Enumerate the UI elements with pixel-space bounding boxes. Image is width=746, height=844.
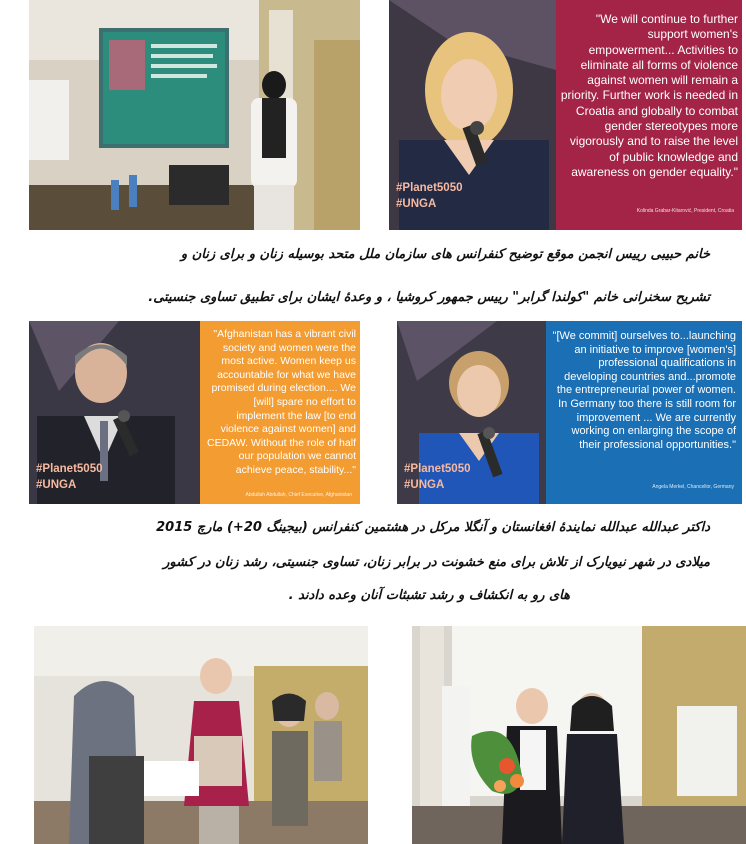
caption-second-line1: داکتر عبدالله عبدالله نمایندهٔ افغانستان و آنگلا مرکل در هشتمین کنفرانس (بیجینگ 20+) مارچ 2015: [156, 520, 710, 535]
caption-first-line1: خانم حبیبی رییس انجمن موقع توضیح کنفرانس های سازمان ملل متحد بوسیله زنان و برای زنان و: [180, 247, 710, 262]
afghanistan-quote: "Afghanistan has a vibrant civil society and women were the most active. Women keep us accountable for what we have promised during election.... We [will] spare no effort to implement the law [to end violence against women] and CEDAW. Without the role of half our population we cannot achieve peace, stability...": [206, 328, 356, 476]
germany-quote-panel: [546, 321, 742, 504]
croatia-attribution: Kolinda Grabar-Kitarović, President, Croatia: [636, 208, 734, 214]
afghanistan-attribution: Abdullah Abdullah, Chief Executive, Afghanistan: [245, 492, 352, 498]
afghanistan-tag-planet: #Planet5050: [36, 463, 103, 475]
croatia-quote-panel: [556, 0, 742, 230]
germany-tag-unga: #UNGA: [404, 479, 445, 491]
afghanistan-quote-panel: [200, 321, 360, 504]
germany-tag-planet: #Planet5050: [404, 463, 471, 475]
croatia-quote: "We will continue to further support women's empowerment... Activities to eliminate all forms of violence against women will remain a priority. Further work is needed in Croatia and globally to combat gender stereotypes more vigorously and to raise the level of public knowledge and awareness on gender equality.": [560, 12, 738, 179]
caption-first-line2: تشریح سخنرانی خانم "کولندا گرابر" رییس جمهور کروشیا ، و وعدهٔ ایشان برای تطبیق تساوی جنسیتی.: [148, 290, 710, 305]
ceremony-right-photo: [412, 626, 746, 844]
germany-attribution: Angela Merkel, Chancellor, Germany: [652, 484, 734, 490]
croatia-tag-planet: #Planet5050: [396, 182, 463, 194]
caption-second-line3: های رو به انکشاف و رشد تشبثات آنان وعده دادند .: [288, 588, 570, 603]
ceremony-left-photo: [34, 626, 368, 844]
croatia-tag-unga: #UNGA: [396, 198, 437, 210]
presentation-photo: [29, 0, 360, 230]
afghanistan-tag-unga: #UNGA: [36, 479, 77, 491]
caption-second-line2: میلادی در شهر نیویارک از تلاش برای منع خشونت در برابر زنان، تساوی جنسیتی، رشد زنان در کشور: [163, 555, 710, 570]
germany-quote: "[We commit] ourselves to...launching an initiative to improve [women's] professional qualifications in developing countries and...promote the entrepreneurial power of women. In Germany too there is still room for improvement ... We are currently working on enlarging the scope of their professional opportunities.": [552, 330, 736, 451]
